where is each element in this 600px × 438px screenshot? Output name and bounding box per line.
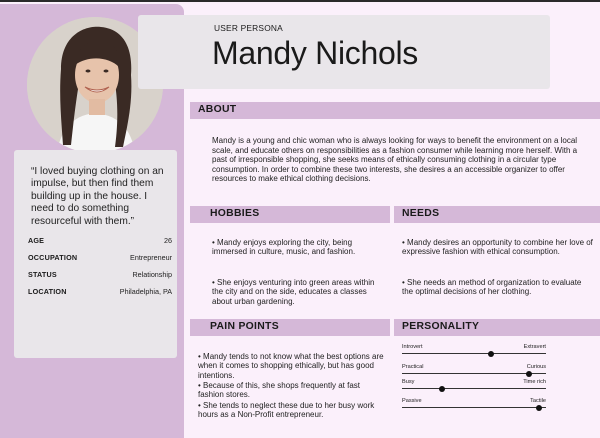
- personality-scale-busy-timerich: [402, 379, 546, 395]
- top-border: [0, 0, 600, 2]
- pain-point-item: • Because of this, she shops frequently at fast fashion stores.: [198, 381, 361, 400]
- fact-key: LOCATION: [28, 287, 67, 296]
- about-title: ABOUT: [198, 104, 237, 115]
- scale-right-label: Curious: [526, 364, 546, 370]
- scale-left-label: Introvert: [402, 344, 423, 350]
- scale-right-label: Extravert: [523, 344, 546, 350]
- scale-track: [402, 373, 546, 374]
- scale-track: [402, 407, 546, 408]
- fact-status: [28, 270, 172, 282]
- scale-left-label: Practical: [402, 364, 424, 370]
- fact-key: OCCUPATION: [28, 253, 78, 262]
- persona-quote: “I loved buying clothing on an impulse, but then find them building up in the house. I need to do something resourceful with them.”: [31, 166, 164, 227]
- scale-track: [402, 353, 546, 354]
- hobbies-header: [190, 206, 390, 223]
- persona-card: [14, 150, 177, 358]
- scale-knob: [439, 386, 445, 392]
- fact-value: Entrepreneur: [130, 253, 172, 262]
- personality-scale-practical-curious: [402, 364, 546, 380]
- personality-title: PERSONALITY: [402, 321, 480, 332]
- fact-location: [28, 287, 172, 299]
- needs-item: • She needs an method of organization to evaluate the optimal decisions of her clothing.: [402, 278, 582, 297]
- fact-key: STATUS: [28, 270, 57, 279]
- hobbies-item: • Mandy enjoys exploring the city, being immersed in culture, music, and fashion.: [212, 238, 356, 257]
- needs-title: NEEDS: [402, 208, 440, 219]
- scale-knob: [536, 405, 542, 411]
- fact-value: 26: [164, 236, 172, 245]
- persona-label: USER PERSONA: [214, 23, 283, 33]
- scale-knob: [488, 351, 494, 357]
- personality-scale-introvert-extravert: [402, 344, 546, 360]
- scale-track: [402, 388, 546, 389]
- needs-item: • Mandy desires an opportunity to combine her love of expressive fashion with ethical consumption.: [402, 238, 593, 257]
- header: [138, 15, 550, 89]
- needs-header: [394, 206, 600, 223]
- pain-point-item: • She tends to neglect these due to her busy work hours as a Non-Profit entrepreneur.: [198, 401, 375, 420]
- scale-knob: [526, 371, 532, 377]
- personality-header: [394, 319, 600, 336]
- fact-key: AGE: [28, 236, 45, 245]
- scale-left-label: Passive: [402, 398, 422, 404]
- hobbies-title: HOBBIES: [210, 208, 260, 219]
- persona-name: Mandy Nichols: [212, 35, 418, 71]
- pain-points-header: [190, 319, 390, 336]
- fact-occupation: [28, 253, 172, 265]
- personality-scale-passive-tactile: [402, 398, 546, 414]
- hobbies-item: • She enjoys venturing into green areas within the city and on the side, educates a classes about urban gardening.: [212, 278, 375, 306]
- pain-points-title: PAIN POINTS: [210, 321, 279, 332]
- scale-left-label: Busy: [402, 379, 415, 385]
- about-text: Mandy is a young and chic woman who is always looking for ways to benefit the environment on a local scale, and educate others on responsibilities as a fashion consumer while learning more herself. With a past of irresponsible shopping, she seeks means of ethically consuming clothing in a circular type consumption. In order to combine these two interests, she desires a an accessible organizer to offer resources to make ethical clothing decisions.: [212, 136, 578, 184]
- fact-value: Philadelphia, PA: [119, 287, 172, 296]
- fact-value: Relationship: [132, 270, 172, 279]
- pain-point-item: • Mandy tends to not know what the best options are when it comes to shopping ethically, but has good intentions.: [198, 352, 384, 380]
- scale-right-label: Tactile: [530, 398, 546, 404]
- fact-age: [28, 236, 172, 248]
- about-header: [190, 102, 600, 119]
- scale-right-label: Time rich: [523, 379, 546, 385]
